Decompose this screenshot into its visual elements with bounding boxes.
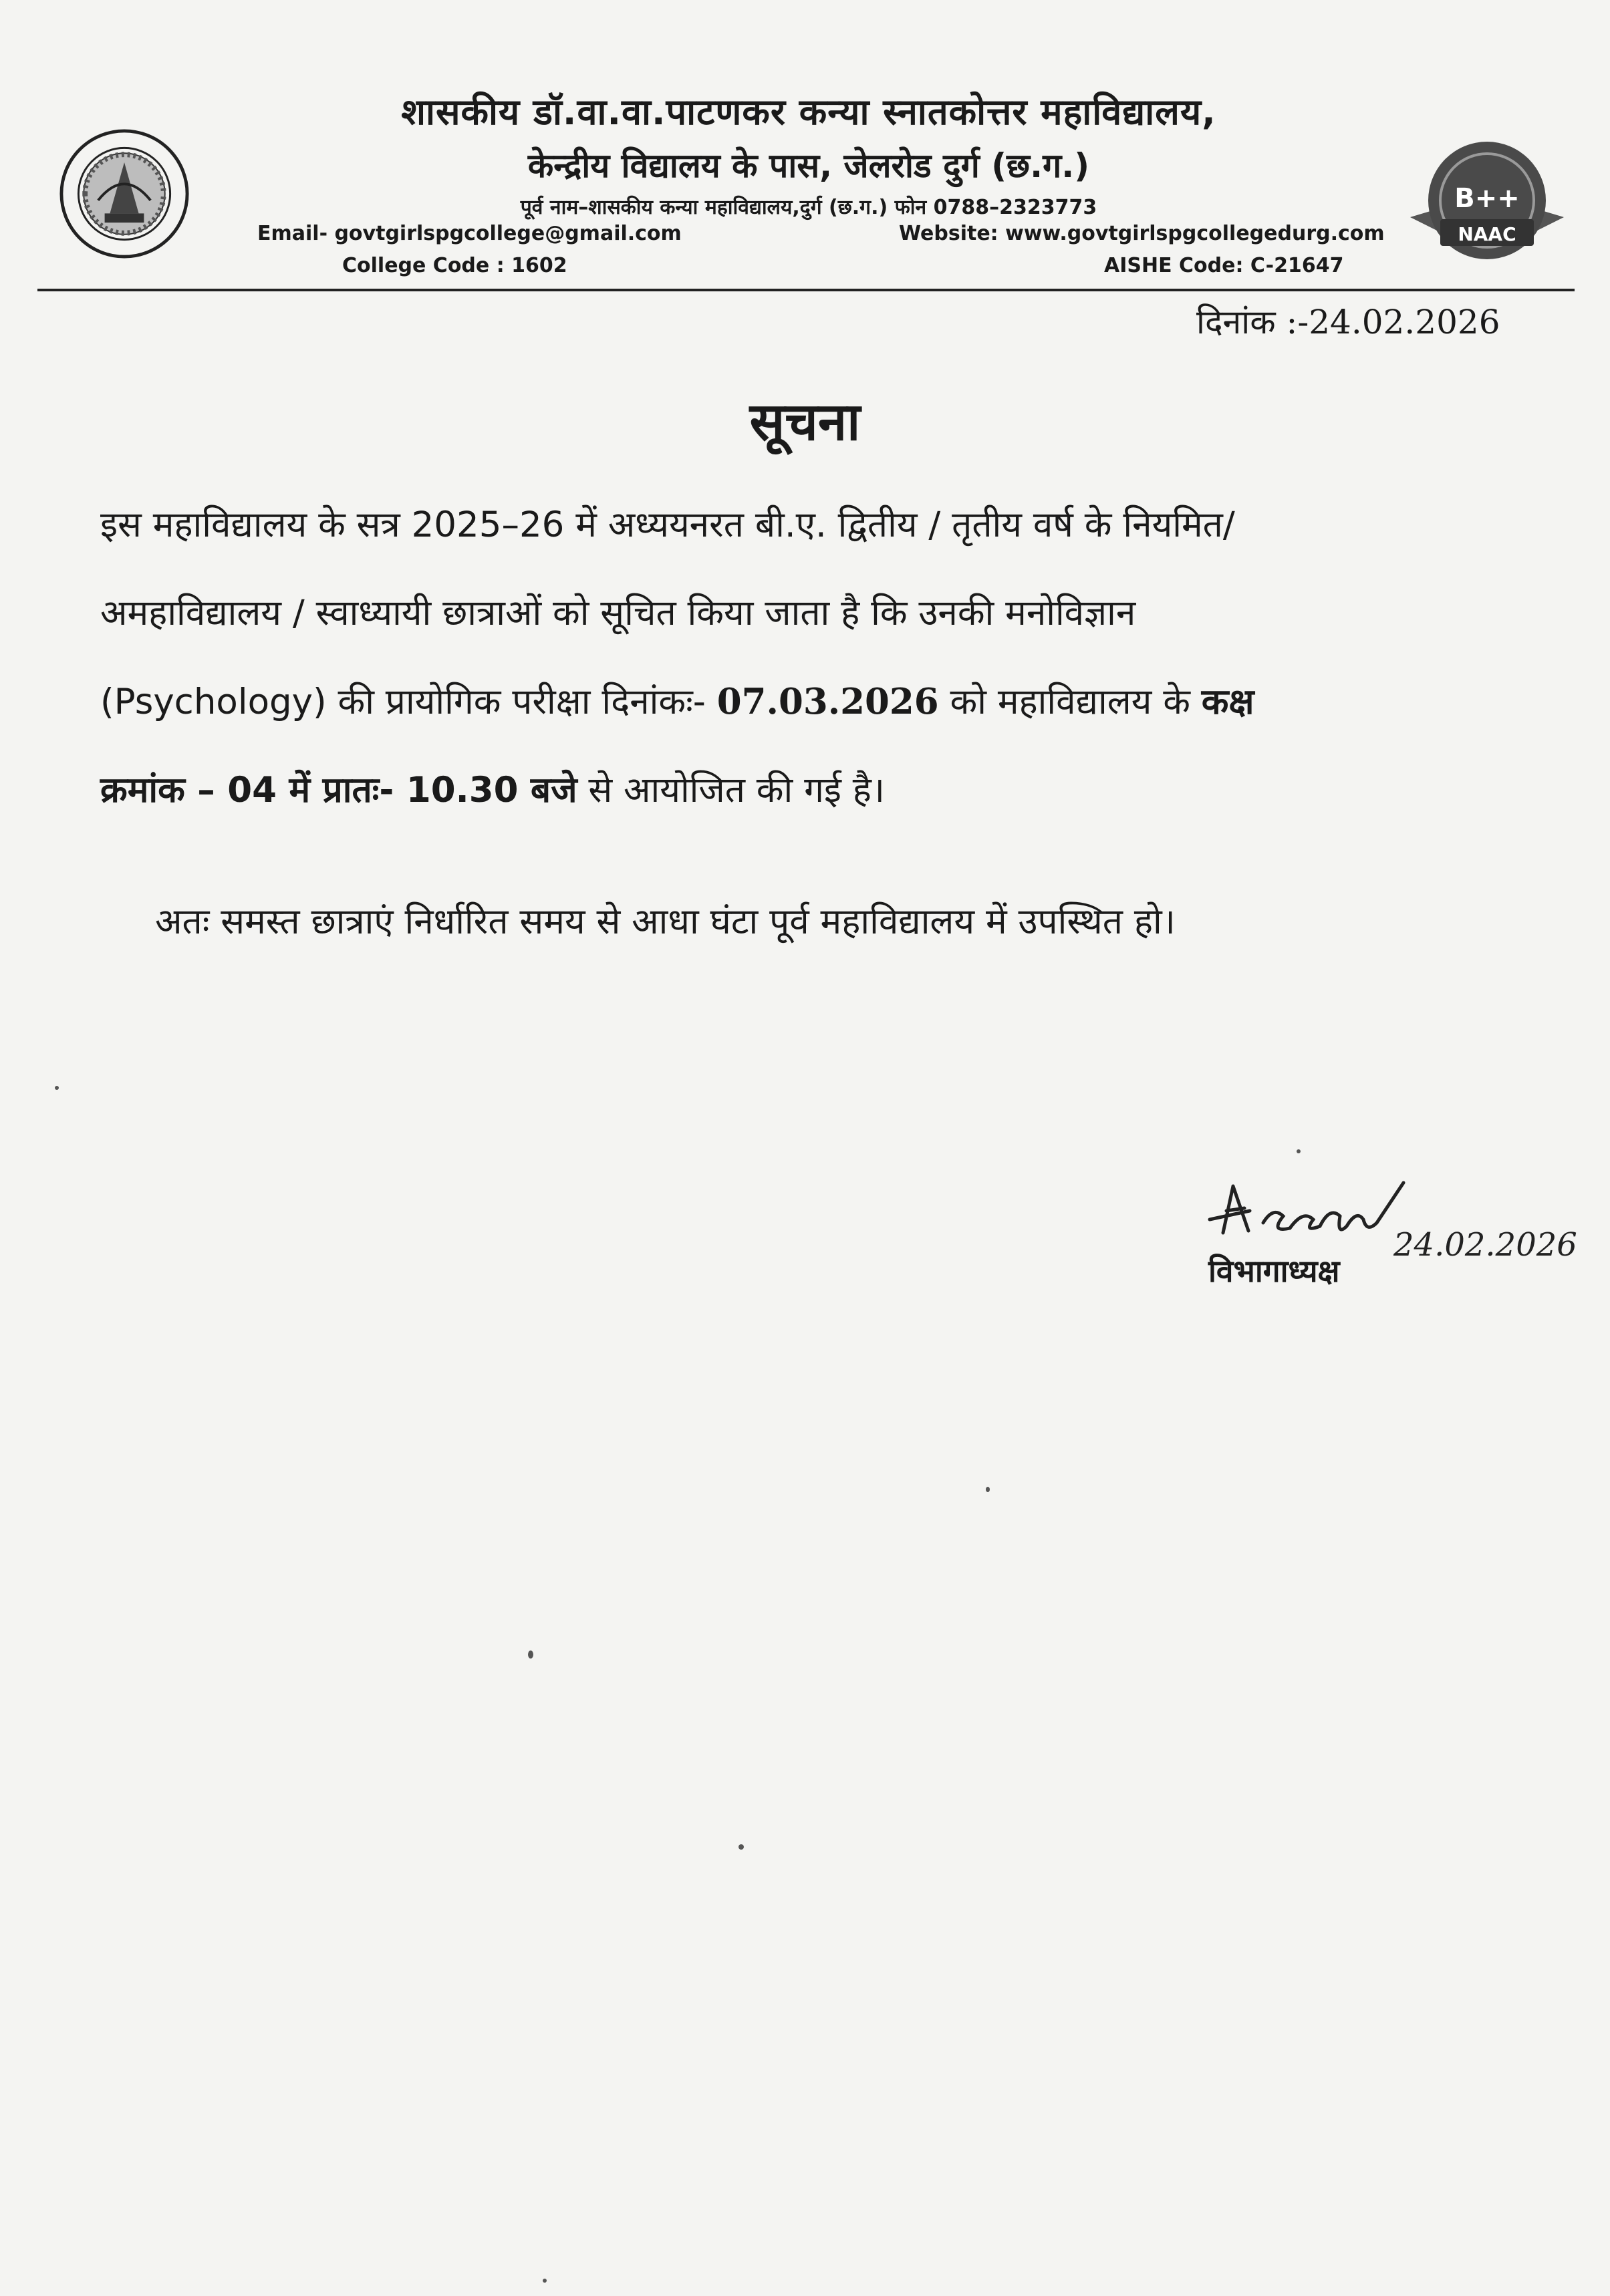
naac-label: NAAC xyxy=(1458,223,1516,245)
scan-speck xyxy=(986,1487,990,1492)
body-line-4 xyxy=(100,746,1530,835)
naac-grade: B++ xyxy=(1454,183,1520,214)
college-address: केन्द्रीय विद्यालय के पास, जेलरोड दुर्ग (छ.ग.) xyxy=(527,146,1090,185)
body-line-3 xyxy=(100,658,1530,746)
notice-body xyxy=(100,481,1530,835)
body-line-3-text-a: (Psychology) की प्रायोगिक परीक्षा दिनांकः- xyxy=(100,682,717,722)
body-line-4-text-b: से आयोजित की गई है। xyxy=(577,770,886,811)
exam-date: 07.03.2026 xyxy=(716,681,939,722)
scan-speck xyxy=(528,1651,533,1659)
signatory-designation: विभागाध्यक्ष xyxy=(1208,1253,1340,1289)
body-line-1: इस महाविद्यालय के सत्र 2025–26 में अध्ययनरत बी.ए. द्वितीय / तृतीय वर्ष के नियमित/ xyxy=(100,505,1235,545)
aishe-code: AISHE Code: C-21647 xyxy=(1104,254,1344,277)
naac-badge-logo xyxy=(1403,134,1571,267)
scan-speck xyxy=(739,1844,744,1850)
notice-date: दिनांक :-24.02.2026 xyxy=(1196,303,1500,341)
body-line-3-text-c: को महाविद्यालय के xyxy=(938,682,1202,722)
former-name-phone: पूर्व नाम–शासकीय कन्या महाविद्यालय,दुर्ग (छ.ग.) फोन 0788–2323773 xyxy=(520,196,1097,219)
college-name: शासकीय डॉ.वा.वा.पाटणकर कन्या स्नातकोत्तर महाविद्यालय, xyxy=(401,91,1216,133)
college-emblem-logo xyxy=(59,128,190,259)
room-and-time: क्रमांक – 04 में प्रातः- 10.30 बजे xyxy=(100,770,577,811)
body-line-3-text-d: कक्ष xyxy=(1201,682,1254,722)
scan-speck xyxy=(55,1086,59,1090)
attendance-note: अतः समस्त छात्राएं निर्धारित समय से आधा घंटा पूर्व महाविद्यालय में उपस्थित हो। xyxy=(155,901,1176,942)
scan-speck xyxy=(1297,1149,1301,1153)
notice-title: सूचना xyxy=(749,392,861,452)
college-code: College Code : 1602 xyxy=(342,254,567,277)
signature-date: 24.02.2026 xyxy=(1393,1226,1577,1264)
header-divider xyxy=(37,289,1575,291)
college-email: Email- govtgirlspgcollege@gmail.com xyxy=(257,222,682,245)
scan-speck xyxy=(543,2279,547,2283)
body-line-2: अमहाविद्यालय / स्वाध्यायी छात्राओं को सूचित किया जाता है कि उनकी मनोविज्ञान xyxy=(100,593,1136,633)
college-website: Website: www.govtgirlspgcollegedurg.com xyxy=(899,222,1385,245)
